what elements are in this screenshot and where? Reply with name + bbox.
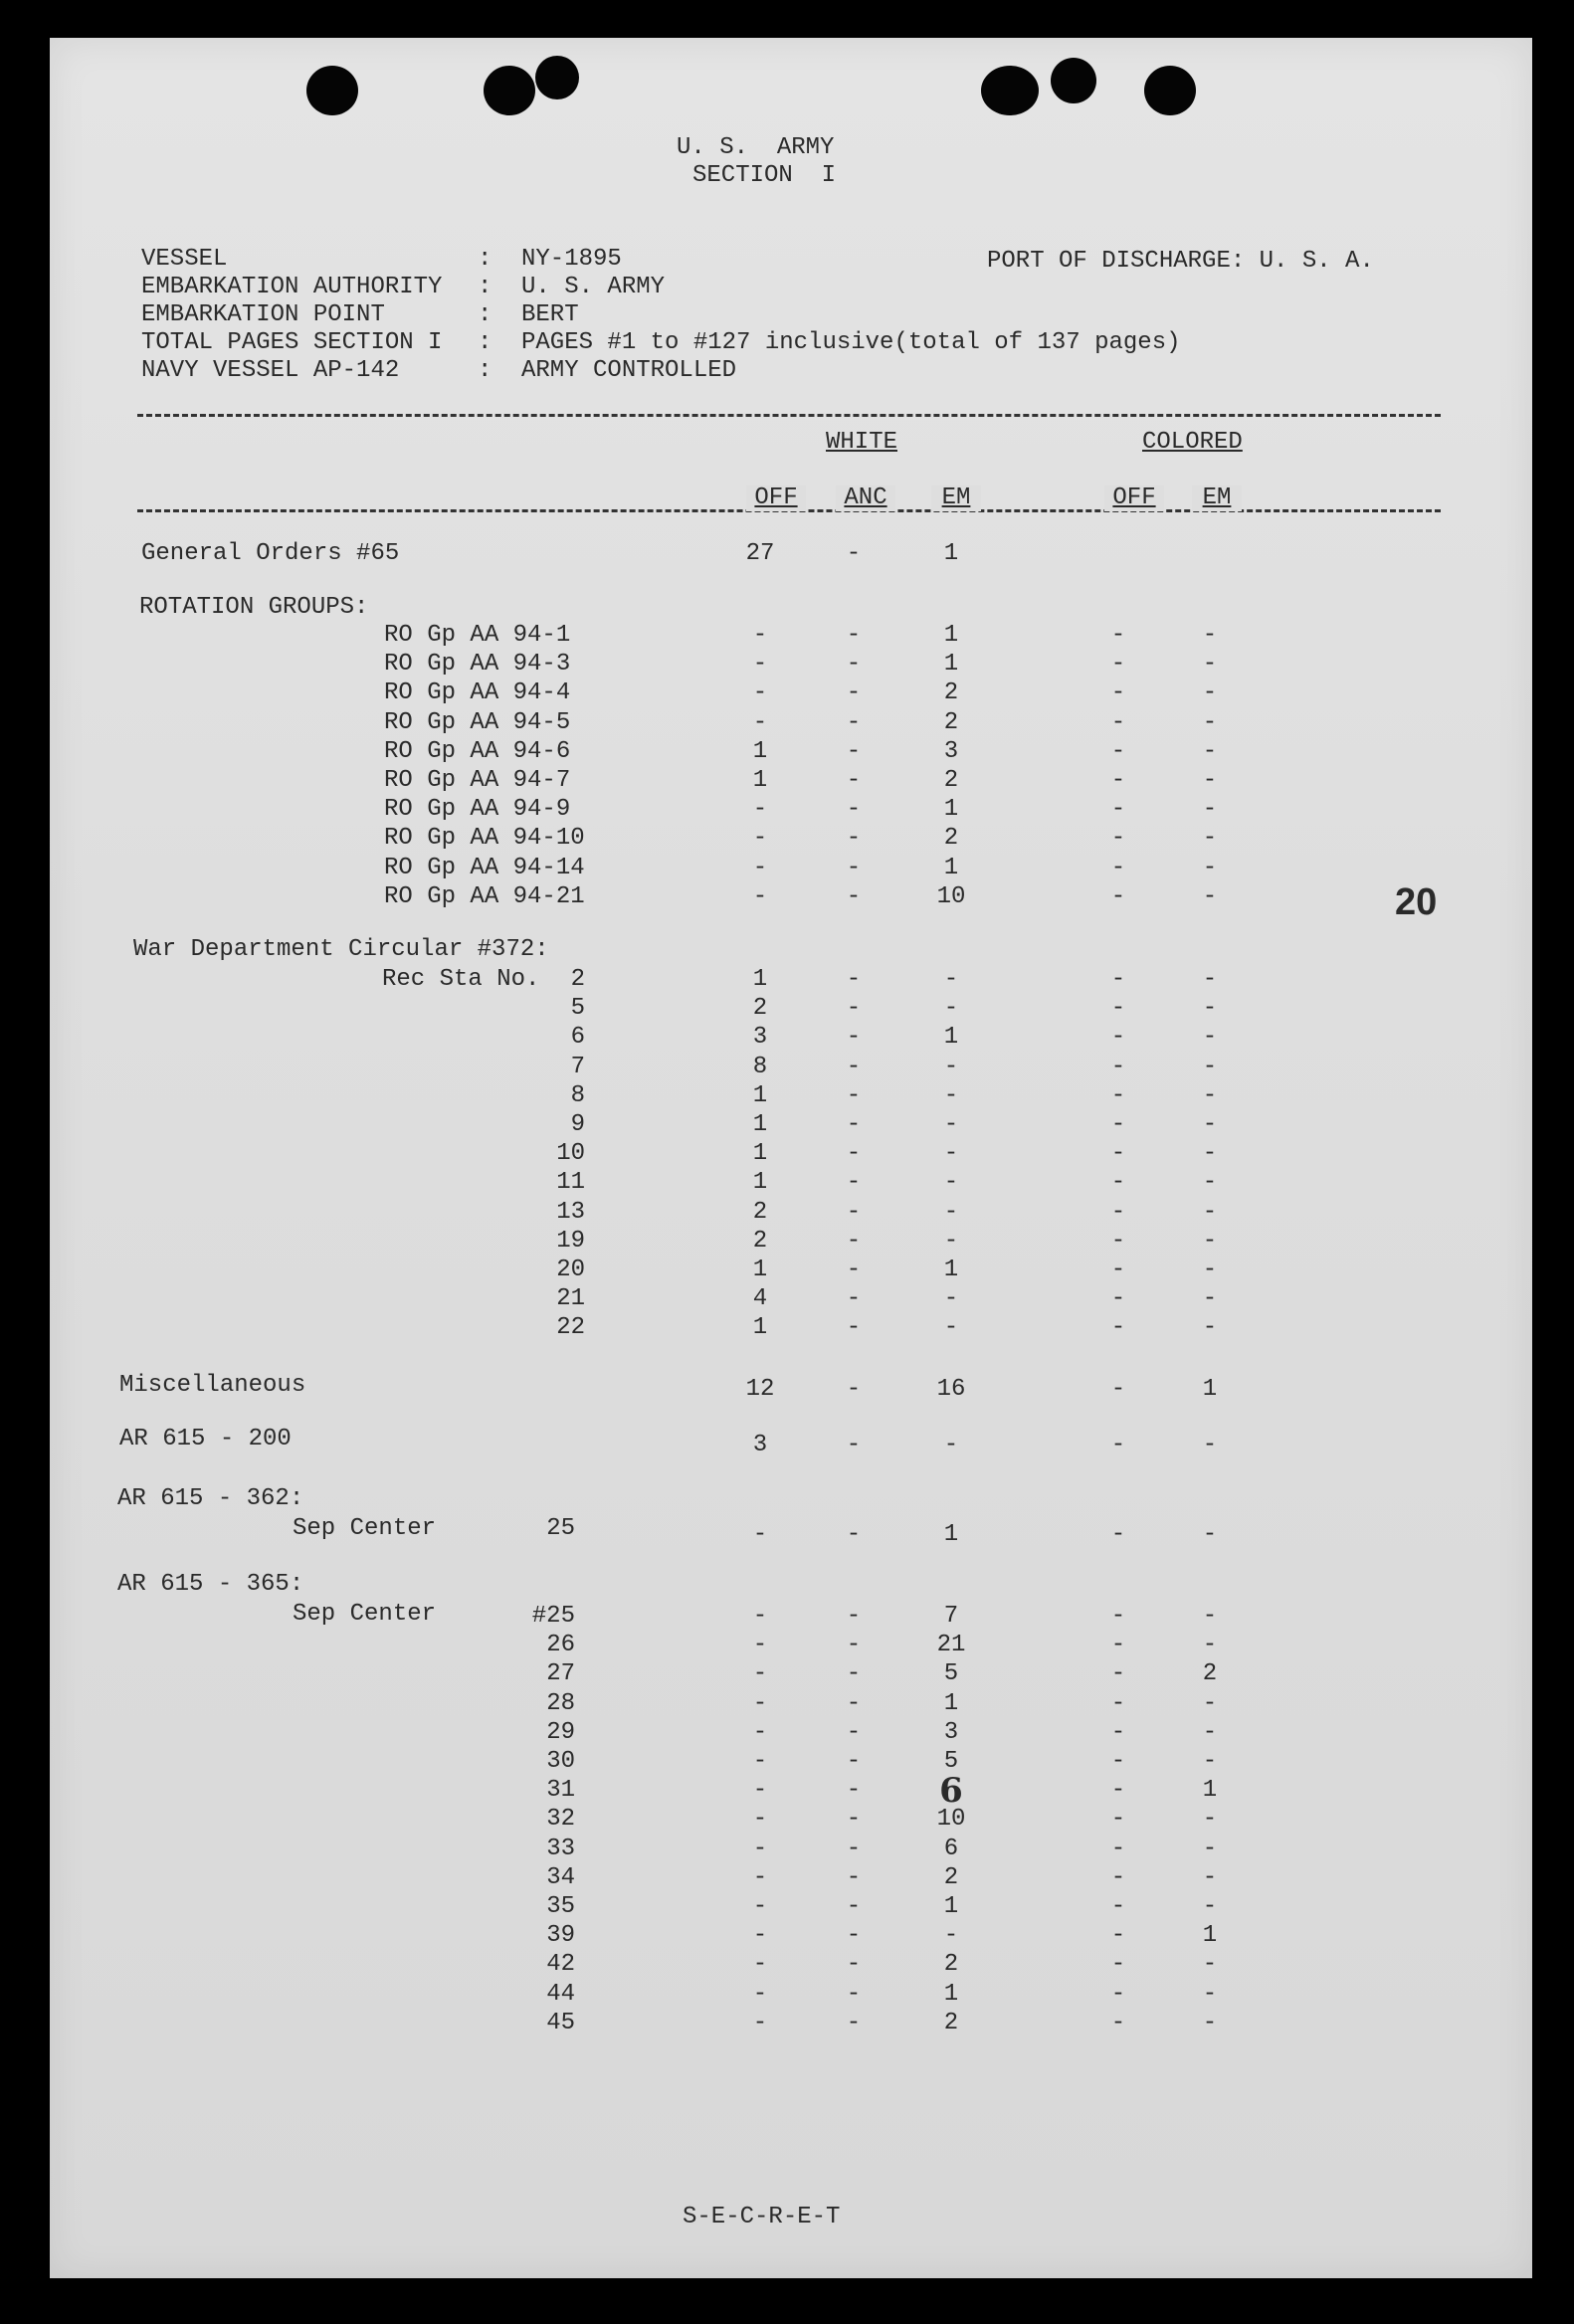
row-label: 20 bbox=[556, 1257, 585, 1283]
punch-hole bbox=[535, 56, 579, 99]
meta-value: ARMY CONTROLLED bbox=[521, 357, 737, 384]
cell-colored-off: - bbox=[1110, 1893, 1126, 1920]
row-label: 21 bbox=[556, 1285, 585, 1313]
port-of-discharge: PORT OF DISCHARGE: U. S. A. bbox=[987, 248, 1374, 275]
row-label: RO Gp AA 94-10 bbox=[384, 825, 585, 853]
cell-white-off: 2 bbox=[752, 995, 768, 1023]
row-label: 33 bbox=[546, 1835, 575, 1862]
cell-colored-off: - bbox=[1110, 995, 1126, 1023]
cell-colored-off: - bbox=[1110, 1689, 1126, 1717]
cell-white-em: 1 bbox=[943, 796, 959, 824]
cell-colored-em: - bbox=[1202, 1053, 1218, 1080]
cell-colored-em: - bbox=[1202, 1198, 1218, 1226]
cell-white-anc: - bbox=[846, 1748, 862, 1775]
cell-white-off: 8 bbox=[752, 1053, 768, 1080]
cell-white-em: 1 bbox=[943, 1980, 959, 2008]
cell-white-off: 2 bbox=[752, 1227, 768, 1255]
row-label: 29 bbox=[546, 1718, 575, 1746]
row-label: RO Gp AA 94-4 bbox=[384, 679, 571, 707]
cell-colored-em: - bbox=[1202, 854, 1218, 881]
cell-colored-em: - bbox=[1202, 825, 1218, 853]
row-label: RO Gp AA 94-21 bbox=[384, 882, 585, 910]
row-label: 34 bbox=[546, 1863, 575, 1891]
cell-colored-off: - bbox=[1110, 1432, 1126, 1458]
row-label: 27 bbox=[546, 1660, 575, 1688]
cell-white-em: 10 bbox=[936, 1806, 966, 1834]
cell-white-em: 5 bbox=[943, 1660, 959, 1688]
row-label: 44 bbox=[546, 1980, 575, 2008]
cell-white-off: 1 bbox=[752, 1140, 768, 1168]
cell-white-anc: - bbox=[846, 825, 862, 853]
cell-colored-em: - bbox=[1202, 1521, 1218, 1548]
cell-white-off: - bbox=[752, 796, 768, 824]
cell-white-anc: - bbox=[846, 882, 862, 910]
cell-white-em: - bbox=[943, 1169, 959, 1197]
cell-white-em: 7 bbox=[943, 1603, 959, 1630]
cell-colored-em: - bbox=[1202, 1689, 1218, 1717]
col-em: EM bbox=[931, 485, 981, 511]
cell-white-anc: - bbox=[846, 1922, 862, 1950]
classification-footer: S-E-C-R-E-T bbox=[683, 2204, 841, 2230]
cell-white-anc: - bbox=[846, 622, 862, 649]
cell-white-anc: - bbox=[846, 1257, 862, 1283]
cell-white-anc: - bbox=[846, 651, 862, 678]
cell-white-em: 2 bbox=[943, 679, 959, 707]
cell-colored-em: - bbox=[1202, 882, 1218, 910]
cell-white-off: 1 bbox=[752, 1314, 768, 1342]
row-label: 26 bbox=[546, 1632, 575, 1659]
cell-colored-em: - bbox=[1202, 2009, 1218, 2036]
cell-colored-em: - bbox=[1202, 1718, 1218, 1746]
cell-white-anc: - bbox=[846, 1806, 862, 1834]
cell-white-anc: - bbox=[846, 540, 862, 567]
cell-colored-off: - bbox=[1110, 1285, 1126, 1313]
cell-white-em: 1 bbox=[943, 854, 959, 881]
cell-white-anc: - bbox=[846, 1893, 862, 1920]
cell-white-anc: - bbox=[846, 1835, 862, 1862]
cell-white-off: - bbox=[752, 1951, 768, 1979]
col-anc: ANC bbox=[836, 485, 895, 511]
cell-colored-off: - bbox=[1110, 2009, 1126, 2036]
cell-colored-off: - bbox=[1110, 1603, 1126, 1630]
meta-label: TOTAL PAGES SECTION I bbox=[141, 329, 443, 356]
section-title: AR 615 - 365: bbox=[117, 1571, 304, 1598]
meta-value: BERT bbox=[521, 301, 579, 328]
cell-colored-em: - bbox=[1202, 1748, 1218, 1775]
cell-white-anc: - bbox=[846, 1951, 862, 1979]
row-label: Sep Center bbox=[293, 1515, 437, 1542]
row-label: Sep Center bbox=[293, 1601, 437, 1628]
header-line-2: SECTION I bbox=[692, 162, 837, 189]
cell-white-anc: - bbox=[846, 708, 862, 736]
cell-colored-em: - bbox=[1202, 1081, 1218, 1109]
cell-colored-off: - bbox=[1110, 1951, 1126, 1979]
cell-colored-off: - bbox=[1110, 1863, 1126, 1891]
cell-white-anc: - bbox=[846, 796, 862, 824]
cell-colored-em: - bbox=[1202, 1863, 1218, 1891]
cell-white-off: - bbox=[752, 882, 768, 910]
cell-white-em: - bbox=[943, 1285, 959, 1313]
cell-white-anc: - bbox=[846, 2009, 862, 2036]
cell-white-em: - bbox=[943, 1198, 959, 1226]
cell-colored-em: - bbox=[1202, 1227, 1218, 1255]
cell-colored-em: - bbox=[1202, 1893, 1218, 1920]
cell-colored-em: - bbox=[1202, 679, 1218, 707]
cell-colored-off: - bbox=[1110, 1227, 1126, 1255]
cell-colored-off: - bbox=[1110, 1053, 1126, 1080]
cell-colored-em: - bbox=[1202, 1980, 1218, 2008]
cell-white-off: 12 bbox=[745, 1376, 775, 1403]
cell-white-off: - bbox=[752, 1748, 768, 1775]
row-label: Miscellaneous bbox=[119, 1372, 306, 1399]
meta-label: VESSEL bbox=[141, 246, 228, 273]
cell-white-em: 10 bbox=[936, 882, 966, 910]
cell-white-off: - bbox=[752, 1632, 768, 1659]
meta-label: EMBARKATION AUTHORITY bbox=[141, 274, 443, 300]
cell-white-off: - bbox=[752, 1806, 768, 1834]
cell-colored-em: 1 bbox=[1202, 1777, 1218, 1805]
cell-white-anc: - bbox=[846, 1227, 862, 1255]
section-title: War Department Circular #372: bbox=[133, 936, 549, 963]
row-label: 39 bbox=[546, 1922, 575, 1950]
divider-line bbox=[137, 414, 1441, 417]
document-page: U. S. ARMY SECTION I VESSEL : NY-1895 EMBARKATION AUTHORITY : U. S. ARMY EMBARKATION POINT : BERT TOTAL PAGES SECTION I : PAGES #1 to #127 inclusive(total of 137 pages) NAVY VESSEL AP-142 : ARMY CONTROLLED PORT OF DISCHARGE: U. S. A. WHITE COLORED OFF ANC EM OFF EM General Orders #65 27 - 1 ROTATION GROUPS: RO Gp AA 94-1 - - 1 - - RO Gp AA 94-3 - - 1 - - RO Gp AA 94-4 - - 2 - - RO Gp AA 94-5 - - 2 - - RO Gp AA 94-6 1 - 3 - - RO Gp AA 94-7 1 - 2 - - RO Gp AA 94-9 - - 1 - - RO Gp AA 94-10 - - 2 - - RO Gp AA 94-14 - - 1 - - RO Gp AA 94-21 - - 10 - - War Department Circular #372: Rec Sta No. 2 1 - - - - 5 2 - - - - 6 3 - 1 - - 7 8 - - - - 8 1 - - - - 9 1 - - - - 10 1 - - - - 11 1 - - - - 13 2 - - - - 19 2 - - - - 20 1 - 1 - - 21 4 - - - - 22 1 - - - - Miscellaneous 12 - 16 - 1 AR 615 - 200 3 - - - - AR 615 - 362: Sep Center 25 - - 1 - - AR 615 - 365: Sep Center #25 - - 7 - - 26 - - 21 - - 27 - - 5 - 2 28 - - 1 - - 29 - - 3 - - 30 - - 5 - - 31 - - 6 - 1 32 - - 10 - - 33 - - 6 - - 34 - - 2 - - 35 - - 1 - - 39 - - - - 1 42 - - 2 - - 44 - - 1 - - 45 - - 2 - - 20 S-E-C-R-E-T bbox=[50, 38, 1532, 2278]
row-label: #25 bbox=[531, 1603, 575, 1630]
row-label: 6 bbox=[570, 1024, 585, 1052]
cell-colored-off: - bbox=[1110, 679, 1126, 707]
cell-colored-off: - bbox=[1110, 622, 1126, 649]
cell-white-anc: - bbox=[846, 1660, 862, 1688]
cell-colored-off: - bbox=[1110, 1257, 1126, 1283]
cell-white-off: - bbox=[752, 1835, 768, 1862]
cell-white-off: - bbox=[752, 1689, 768, 1717]
cell-white-off: - bbox=[752, 854, 768, 881]
cell-colored-off: - bbox=[1110, 1632, 1126, 1659]
cell-white-em: - bbox=[943, 1081, 959, 1109]
cell-white-em: 2 bbox=[943, 767, 959, 794]
cell-white-em: - bbox=[943, 1111, 959, 1138]
cell-white-off: - bbox=[752, 1922, 768, 1950]
cell-colored-em: - bbox=[1202, 1169, 1218, 1197]
cell-white-off: - bbox=[752, 1980, 768, 2008]
cell-white-em: 2 bbox=[943, 1951, 959, 1979]
cell-white-off: - bbox=[752, 708, 768, 736]
cell-white-off: - bbox=[752, 1660, 768, 1688]
cell-colored-em: 1 bbox=[1202, 1922, 1218, 1950]
cell-colored-em: - bbox=[1202, 1835, 1218, 1862]
meta-label: EMBARKATION POINT bbox=[141, 301, 385, 328]
cell-white-em: 3 bbox=[943, 737, 959, 765]
cell-white-em: - bbox=[943, 1140, 959, 1168]
cell-colored-off: - bbox=[1110, 1521, 1126, 1548]
punch-hole bbox=[1144, 66, 1196, 115]
cell-white-em: 16 bbox=[936, 1376, 966, 1403]
punch-hole bbox=[306, 66, 358, 115]
cell-white-off: - bbox=[752, 679, 768, 707]
cell-colored-off: - bbox=[1110, 1376, 1126, 1403]
cell-white-anc: - bbox=[846, 1432, 862, 1458]
cell-white-off: 2 bbox=[752, 1198, 768, 1226]
punch-hole bbox=[981, 66, 1039, 115]
row-label: 28 bbox=[546, 1689, 575, 1717]
row-label: 2 bbox=[570, 966, 585, 993]
row-label: 35 bbox=[546, 1893, 575, 1920]
cell-white-em: 6 bbox=[939, 1771, 963, 1812]
cell-white-em: 1 bbox=[943, 622, 959, 649]
cell-white-anc: - bbox=[846, 1169, 862, 1197]
punch-hole bbox=[484, 66, 535, 115]
cell-colored-em: - bbox=[1202, 796, 1218, 824]
cell-white-anc: - bbox=[846, 1053, 862, 1080]
cell-white-em: 1 bbox=[943, 1689, 959, 1717]
cell-colored-em: 1 bbox=[1202, 1376, 1218, 1403]
cell-white-em: - bbox=[943, 1432, 959, 1458]
cell-colored-off: - bbox=[1110, 1314, 1126, 1342]
group-white: WHITE bbox=[826, 429, 898, 456]
cell-white-em: 2 bbox=[943, 825, 959, 853]
row-label: 22 bbox=[556, 1314, 585, 1342]
cell-white-off: - bbox=[752, 1603, 768, 1630]
section-title: AR 615 - 362: bbox=[117, 1485, 304, 1512]
cell-white-off: - bbox=[752, 1777, 768, 1805]
cell-white-off: - bbox=[752, 1863, 768, 1891]
cell-colored-off: - bbox=[1110, 737, 1126, 765]
cell-colored-off: - bbox=[1110, 882, 1126, 910]
row-label: 25 bbox=[546, 1515, 575, 1542]
cell-colored-off: - bbox=[1110, 1660, 1126, 1688]
row-label: 45 bbox=[546, 2009, 575, 2036]
cell-white-off: 3 bbox=[752, 1024, 768, 1052]
cell-white-anc: - bbox=[846, 1863, 862, 1891]
cell-white-off: 1 bbox=[752, 767, 768, 794]
row-label: 11 bbox=[556, 1169, 585, 1197]
row-label: General Orders #65 bbox=[141, 540, 400, 567]
cell-white-anc: - bbox=[846, 737, 862, 765]
cell-white-em: - bbox=[943, 1922, 959, 1950]
cell-white-anc: - bbox=[846, 854, 862, 881]
cell-white-em: 2 bbox=[943, 1863, 959, 1891]
col-colored-off: OFF bbox=[1104, 485, 1164, 511]
cell-white-off: - bbox=[752, 651, 768, 678]
row-label: 19 bbox=[556, 1227, 585, 1255]
row-label: 42 bbox=[546, 1951, 575, 1979]
cell-white-anc: - bbox=[846, 767, 862, 794]
cell-white-anc: - bbox=[846, 1081, 862, 1109]
cell-white-em: 5 bbox=[943, 1748, 959, 1775]
cell-colored-em: - bbox=[1202, 1314, 1218, 1342]
cell-white-em: - bbox=[943, 1053, 959, 1080]
cell-white-anc: - bbox=[846, 966, 862, 993]
cell-white-off: 3 bbox=[752, 1432, 768, 1458]
cell-white-em: 1 bbox=[943, 1257, 959, 1283]
cell-white-off: - bbox=[752, 622, 768, 649]
cell-white-off: 27 bbox=[745, 540, 775, 567]
cell-white-em: - bbox=[943, 1227, 959, 1255]
cell-white-off: 1 bbox=[752, 966, 768, 993]
cell-white-em: 3 bbox=[943, 1718, 959, 1746]
cell-colored-off: - bbox=[1110, 1748, 1126, 1775]
cell-colored-off: - bbox=[1110, 796, 1126, 824]
cell-white-anc: - bbox=[846, 1689, 862, 1717]
cell-white-em: 2 bbox=[943, 708, 959, 736]
cell-colored-off: - bbox=[1110, 1835, 1126, 1862]
row-label: 32 bbox=[546, 1806, 575, 1834]
cell-colored-off: - bbox=[1110, 854, 1126, 881]
cell-colored-em: - bbox=[1202, 767, 1218, 794]
cell-colored-off: - bbox=[1110, 1806, 1126, 1834]
cell-white-anc: - bbox=[846, 1376, 862, 1403]
cell-white-off: - bbox=[752, 1521, 768, 1548]
cell-white-em: - bbox=[943, 995, 959, 1023]
cell-white-anc: - bbox=[846, 1603, 862, 1630]
cell-colored-off: - bbox=[1110, 767, 1126, 794]
cell-colored-em: - bbox=[1202, 1432, 1218, 1458]
page-number: 20 bbox=[1395, 881, 1438, 923]
cell-white-em: 21 bbox=[936, 1632, 966, 1659]
cell-colored-em: 2 bbox=[1202, 1660, 1218, 1688]
row-label: 9 bbox=[570, 1111, 585, 1138]
cell-white-em: 6 bbox=[943, 1835, 959, 1862]
row-label: RO Gp AA 94-14 bbox=[384, 854, 585, 881]
row-label: RO Gp AA 94-5 bbox=[384, 708, 571, 736]
col-colored-em: EM bbox=[1192, 485, 1242, 511]
cell-white-anc: - bbox=[846, 1314, 862, 1342]
row-label: 5 bbox=[570, 995, 585, 1023]
meta-value: NY-1895 bbox=[521, 246, 622, 273]
cell-colored-em: - bbox=[1202, 966, 1218, 993]
cell-white-anc: - bbox=[846, 1980, 862, 2008]
cell-colored-off: - bbox=[1110, 1169, 1126, 1197]
cell-colored-off: - bbox=[1110, 708, 1126, 736]
row-label: RO Gp AA 94-7 bbox=[384, 767, 571, 794]
section-title: ROTATION GROUPS: bbox=[139, 594, 369, 621]
cell-white-em: 1 bbox=[943, 1024, 959, 1052]
cell-colored-off: - bbox=[1110, 1140, 1126, 1168]
cell-colored-off: - bbox=[1110, 1198, 1126, 1226]
cell-colored-em: - bbox=[1202, 1285, 1218, 1313]
cell-white-anc: - bbox=[846, 1111, 862, 1138]
cell-colored-em: - bbox=[1202, 651, 1218, 678]
row-label: AR 615 - 200 bbox=[119, 1426, 292, 1452]
cell-white-anc: - bbox=[846, 1632, 862, 1659]
cell-white-em: 1 bbox=[943, 540, 959, 567]
cell-colored-em: - bbox=[1202, 1603, 1218, 1630]
cell-colored-off: - bbox=[1110, 1922, 1126, 1950]
cell-colored-em: - bbox=[1202, 995, 1218, 1023]
punch-hole bbox=[1051, 58, 1096, 103]
cell-colored-em: - bbox=[1202, 1140, 1218, 1168]
meta-label: NAVY VESSEL AP-142 bbox=[141, 357, 400, 384]
row-label: RO Gp AA 94-9 bbox=[384, 796, 571, 824]
cell-white-em: 1 bbox=[943, 1893, 959, 1920]
cell-colored-em: - bbox=[1202, 708, 1218, 736]
group-colored: COLORED bbox=[1142, 429, 1243, 456]
row-label: 7 bbox=[570, 1053, 585, 1080]
cell-white-em: 1 bbox=[943, 651, 959, 678]
cell-white-em: 1 bbox=[943, 1521, 959, 1548]
cell-white-em: - bbox=[943, 966, 959, 993]
cell-white-off: 1 bbox=[752, 1111, 768, 1138]
cell-colored-em: - bbox=[1202, 1632, 1218, 1659]
cell-white-em: - bbox=[943, 1314, 959, 1342]
cell-colored-em: - bbox=[1202, 1111, 1218, 1138]
cell-colored-off: - bbox=[1110, 651, 1126, 678]
cell-colored-em: - bbox=[1202, 737, 1218, 765]
meta-value: PAGES #1 to #127 inclusive(total of 137 pages) bbox=[521, 329, 1181, 356]
cell-white-anc: - bbox=[846, 679, 862, 707]
cell-white-anc: - bbox=[846, 995, 862, 1023]
cell-white-off: 4 bbox=[752, 1285, 768, 1313]
row-label: Rec Sta No. bbox=[382, 966, 540, 993]
cell-colored-off: - bbox=[1110, 1718, 1126, 1746]
cell-white-off: 1 bbox=[752, 1257, 768, 1283]
cell-white-anc: - bbox=[846, 1024, 862, 1052]
cell-white-anc: - bbox=[846, 1285, 862, 1313]
row-label: 13 bbox=[556, 1198, 585, 1226]
cell-colored-off: - bbox=[1110, 966, 1126, 993]
cell-white-off: 1 bbox=[752, 737, 768, 765]
row-label: RO Gp AA 94-1 bbox=[384, 622, 571, 649]
cell-white-off: 1 bbox=[752, 1169, 768, 1197]
meta-value: U. S. ARMY bbox=[521, 274, 666, 300]
cell-colored-em: - bbox=[1202, 622, 1218, 649]
cell-colored-off: - bbox=[1110, 825, 1126, 853]
cell-colored-off: - bbox=[1110, 1980, 1126, 2008]
cell-colored-em: - bbox=[1202, 1951, 1218, 1979]
header-line-1: U. S. ARMY bbox=[677, 134, 835, 161]
col-off: OFF bbox=[746, 485, 806, 511]
cell-white-anc: - bbox=[846, 1521, 862, 1548]
cell-white-off: - bbox=[752, 825, 768, 853]
cell-white-anc: - bbox=[846, 1777, 862, 1805]
cell-white-anc: - bbox=[846, 1198, 862, 1226]
cell-white-off: - bbox=[752, 1718, 768, 1746]
cell-colored-off: - bbox=[1110, 1777, 1126, 1805]
cell-white-off: 1 bbox=[752, 1081, 768, 1109]
cell-white-off: - bbox=[752, 1893, 768, 1920]
row-label: 10 bbox=[556, 1140, 585, 1168]
cell-white-off: - bbox=[752, 2009, 768, 2036]
cell-colored-off: - bbox=[1110, 1024, 1126, 1052]
row-label: 8 bbox=[570, 1081, 585, 1109]
cell-white-anc: - bbox=[846, 1718, 862, 1746]
row-label: 30 bbox=[546, 1748, 575, 1775]
cell-white-em: 2 bbox=[943, 2009, 959, 2036]
cell-colored-em: - bbox=[1202, 1257, 1218, 1283]
row-label: RO Gp AA 94-3 bbox=[384, 651, 571, 678]
row-label: 31 bbox=[546, 1777, 575, 1805]
cell-colored-off: - bbox=[1110, 1111, 1126, 1138]
cell-colored-em: - bbox=[1202, 1024, 1218, 1052]
cell-colored-em: - bbox=[1202, 1806, 1218, 1834]
cell-colored-off: - bbox=[1110, 1081, 1126, 1109]
row-label: RO Gp AA 94-6 bbox=[384, 737, 571, 765]
cell-white-anc: - bbox=[846, 1140, 862, 1168]
